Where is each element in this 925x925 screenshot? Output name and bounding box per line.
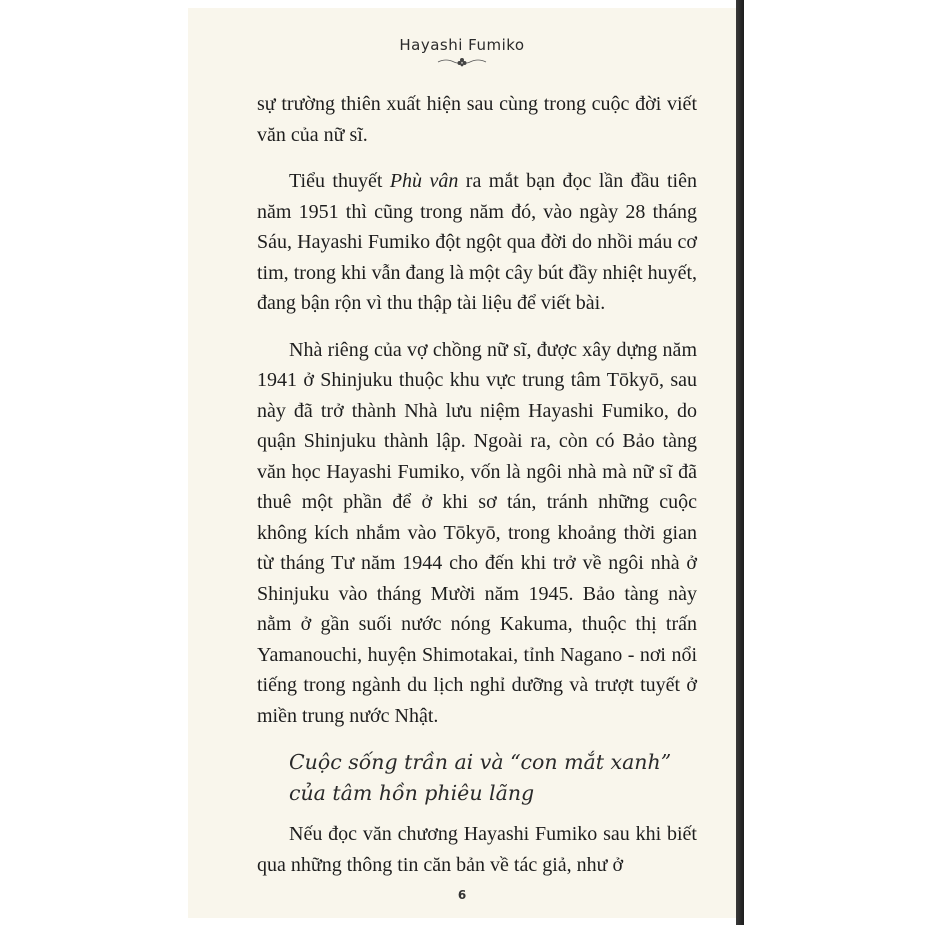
paragraph-2-lead: Tiểu thuyết [289,170,390,192]
paragraph-1: sự trường thiên xuất hiện sau cùng trong cuộc đời viết văn của nữ sĩ. [257,93,697,146]
paragraph-2-rest: ra mắt bạn đọc lần đầu tiên năm 1951 thì cũng trong năm đó, vào ngày 28 tháng Sáu, Hayashi Fumiko đột ngột qua đời do nhồi máu cơ tim, trong khi vẫn đang là một cây bút đầy nhiệt huyết, đang bận rộn vì thu thập tài liệu để viết bài. [257,170,697,314]
section-heading-line-2: của tâm hồn phiêu lãng [289,781,535,805]
novel-title: Phù vân [389,170,459,192]
paragraph-4: Nếu đọc văn chương Hayashi Fumiko sau khi biết qua những thông tin căn bản về tác giả, như ở [257,823,697,876]
body-text [257,89,697,896]
running-head-title: Hayashi Fumiko [399,36,525,54]
floral-ornament-icon [436,55,488,69]
book-spine-edge [736,0,744,925]
paragraph-2 [257,166,697,319]
section-heading [289,747,697,809]
paragraph-3: Nhà riêng của vợ chồng nữ sĩ, được xây dựng năm 1941 ở Shinjuku thuộc khu vực trung tâm Tōkyō, sau này đã trở thành Nhà lưu niệm Hayashi Fumiko, do quận Shinjuku thành lập. Ngoài ra, còn có Bảo tàng văn học Hayashi Fumiko, vốn là ngôi nhà mà nữ sĩ đã thuê một phần để ở khi sơ tán, tránh những cuộc không kích nhắm vào Tōkyō, trong khoảng thời gian từ tháng Tư năm 1944 cho đến khi trở về ngôi nhà ở Shinjuku vào tháng Mười năm 1945. Bảo tàng này nằm ở gần suối nước nóng Kakuma, thuộc thị trấn Yamanouchi, huyện Shimotakai, tỉnh Nagano - nơi nổi tiếng trong ngành du lịch nghỉ dưỡng và trượt tuyết ở miền trung nước Nhật. [257,338,697,727]
section-heading-line-1: Cuộc sống trần ai và “con mắt xanh” [289,750,672,774]
book-page [188,8,736,918]
page-number: 6 [457,888,467,902]
